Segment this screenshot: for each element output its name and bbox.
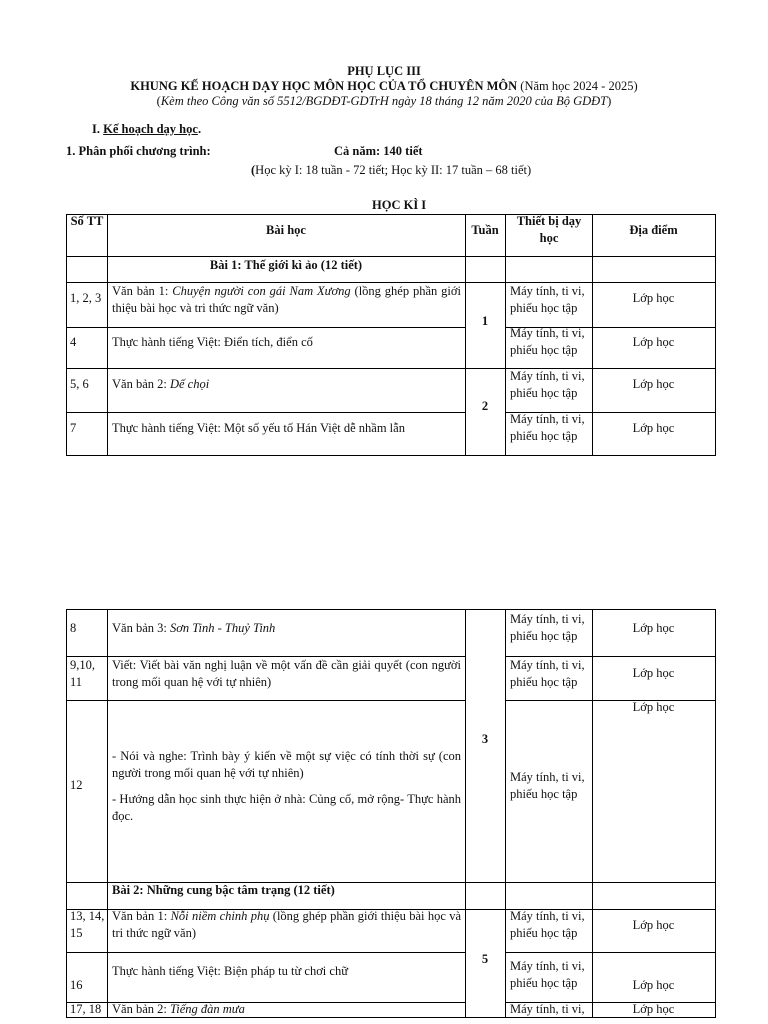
- distribution-detail-text: Học kỳ I: 18 tuần - 72 tiết; Học kỳ II: 17 tuần – 68 tiết: [255, 163, 527, 177]
- distribution-detail: (Học kỳ I: 18 tuần - 72 tiết; Học kỳ II: 17 tuần – 68 tiết): [251, 163, 532, 177]
- table-row-lesson: Văn bản 1: Chuyện người con gái Nam Xương (lồng ghép phần giới thiệu bài học và tri thức ngữ văn): [112, 284, 461, 315]
- table-row-lesson: Văn bản 2: Tiếng đàn mưa: [112, 1002, 245, 1016]
- table-row-stt: 1, 2, 3: [70, 291, 102, 305]
- table-row-lesson-speaking: - Nói và nghe: Trình bày ý kiến về một sự việc có tính thời sự (con người trong mối quan hệ với tự nhiên): [112, 749, 461, 780]
- title-main: KHUNG KẾ HOẠCH DẠY HỌC MÔN HỌC CỦA TỔ CHUYÊN MÔN: [130, 79, 518, 93]
- section-prefix: I.: [92, 122, 104, 136]
- table-row-lesson: Văn bản 2: Dế chọi: [112, 377, 210, 391]
- week-number: 2: [481, 399, 489, 413]
- table-row-stt: 8: [70, 621, 77, 635]
- table-row-stt: 5, 6: [70, 377, 89, 391]
- table-row-stt: 13, 14, 15: [70, 909, 105, 940]
- table-row-equipment: Máy tính, ti vi, phiếu học tập: [510, 284, 585, 315]
- table-row-equipment: Máy tính, ti vi, phiếu học tập: [510, 909, 585, 940]
- col-header-equipment: Thiết bị dạy học: [516, 214, 582, 245]
- table-row-equipment: Máy tính, ti vi, phiếu học tập: [510, 412, 585, 443]
- week-number: 1: [481, 314, 489, 328]
- section-heading: [92, 122, 201, 137]
- unit-title-2: Bài 2: Những cung bậc tâm trạng (12 tiết): [112, 883, 335, 897]
- table-row-location: Lớp học: [632, 291, 675, 305]
- table-row-stt: 12: [70, 778, 83, 792]
- table-row-location: Lớp học: [632, 978, 675, 992]
- reference-text: Kèm theo Công văn số 5512/BGDĐT-GDTrH ngày 18 tháng 12 năm 2020 của Bộ GDĐT: [160, 94, 608, 108]
- table-row-location: Lớp học: [632, 1002, 675, 1016]
- appendix-label: PHỤ LỤC III: [347, 64, 421, 78]
- section-title: Kế hoạch dạy học: [103, 122, 198, 136]
- table-row-stt: 4: [70, 335, 77, 349]
- table-row-equipment: Máy tính, ti vi, phiếu học tập: [510, 369, 585, 400]
- table-row-lesson: Thực hành tiếng Việt: Một số yếu tố Hán Việt dễ nhầm lẫn: [112, 421, 405, 435]
- section-suffix: .: [197, 122, 202, 136]
- distribution-label: 1. Phân phối chương trình:: [66, 144, 211, 158]
- col-header-stt: Số TT: [70, 214, 104, 228]
- table-row-equipment: Máy tính, ti vi, phiếu học tập: [510, 770, 585, 801]
- table-row-stt: 16: [70, 978, 83, 992]
- table-row-location: Lớp học: [632, 377, 675, 391]
- table-row-equipment: Máy tính, ti vi, phiếu học tập: [510, 959, 585, 990]
- table-row-lesson-homework: - Hướng dẫn học sinh thực hiện ở nhà: Củng cố, mở rộng- Thực hành đọc.: [112, 792, 461, 823]
- table-row-stt: 17, 18: [70, 1002, 102, 1016]
- table-row-equipment: Máy tính, ti vi, phiếu học tập: [510, 326, 585, 357]
- table-row-location: Lớp học: [632, 421, 675, 435]
- semester-title: HỌC KÌ I: [372, 198, 427, 212]
- table-row-location: Lớp học: [632, 621, 675, 635]
- table-row-location: Lớp học: [632, 666, 675, 680]
- table-row-equipment: Máy tính, ti vi, phiếu học tập: [510, 658, 585, 689]
- table-row-lesson: Văn bản 3: Sơn Tinh - Thuỷ Tinh: [112, 621, 276, 635]
- table-row-lesson: Thực hành tiếng Việt: Biện pháp tu từ chơi chữ: [112, 964, 348, 978]
- table-row-location: Lớp học: [632, 700, 675, 714]
- distribution-total: Cả năm: 140 tiết: [334, 144, 423, 158]
- table-row-location: Lớp học: [632, 918, 675, 932]
- table-row-stt: 7: [70, 421, 77, 435]
- table-row-equipment: Máy tính, ti vi, phiếu học tập: [510, 612, 585, 643]
- col-header-week: Tuần: [471, 223, 499, 237]
- title-year: (Năm học 2024 - 2025): [517, 79, 638, 93]
- reference-line: (Kèm theo Công văn số 5512/BGDĐT-GDTrH ngày 18 tháng 12 năm 2020 của Bộ GDĐT): [156, 94, 612, 108]
- week-number: 3: [481, 732, 489, 746]
- table-row-lesson: Thực hành tiếng Việt: Điển tích, điển cố: [112, 335, 313, 349]
- col-header-lesson: Bài học: [266, 223, 306, 237]
- unit-title-1: Bài 1: Thế giới kì ảo (12 tiết): [209, 258, 363, 272]
- col-header-location: Địa điểm: [629, 223, 678, 237]
- week-number: 5: [481, 952, 489, 966]
- table-row-stt: 9,10, 11: [70, 658, 95, 689]
- table-row-lesson: Văn bản 1: Nỗi niềm chinh phụ (lồng ghép phần giới thiệu bài học và tri thức ngữ văn): [112, 909, 461, 940]
- table-row-equipment: Máy tính, ti vi,: [510, 1002, 585, 1016]
- table-row-location: Lớp học: [632, 335, 675, 349]
- table-row-lesson: Viết: Viết bài văn nghị luận về một vấn đề cần giải quyết (con người trong mối quan hệ với tự nhiên): [112, 658, 461, 689]
- document-title: [0, 79, 768, 94]
